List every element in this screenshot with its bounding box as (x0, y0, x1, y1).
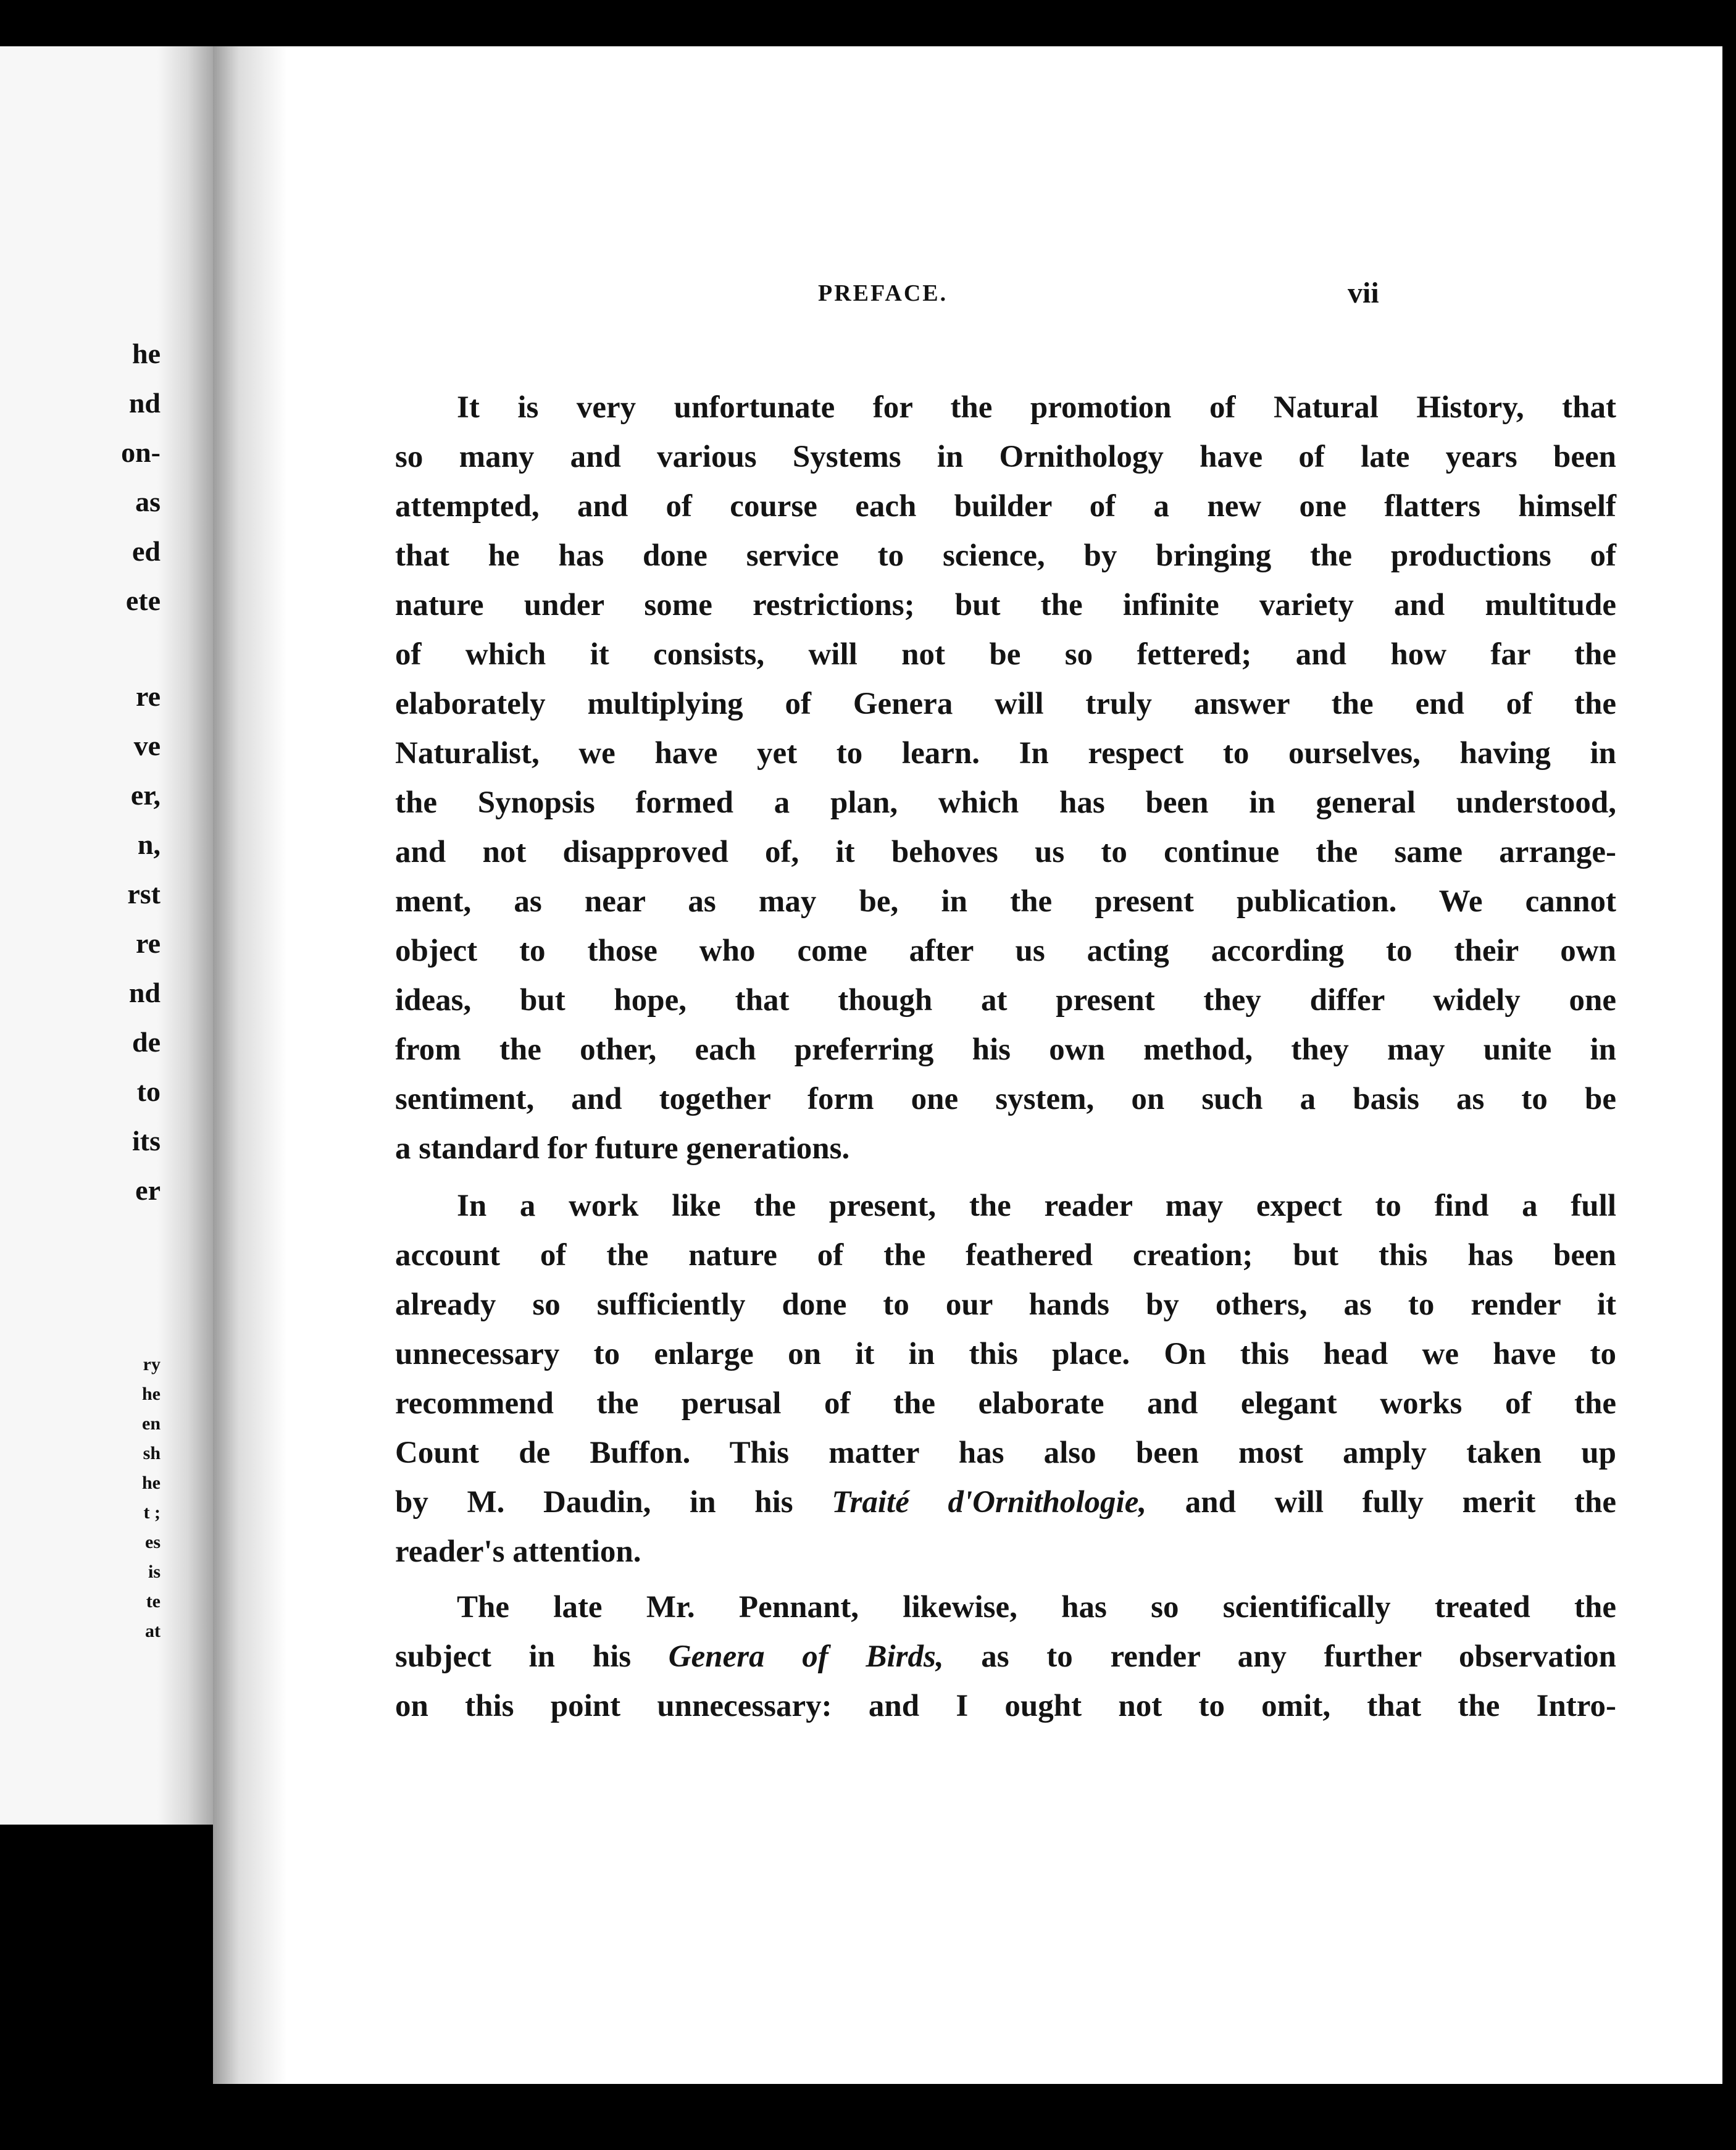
left-page-footnote-fragment: t ; (143, 1502, 161, 1523)
text-line: and not disapproved of, it behoves us to continue the same arrange- (395, 835, 1616, 869)
left-page-text-fragment: its (132, 1125, 161, 1157)
page-number: vii (1348, 277, 1379, 309)
italic-title: Traité d'Ornithologie, (832, 1485, 1147, 1520)
italic-title: Genera of Birds, (668, 1639, 944, 1674)
text-line: ment, as near as may be, in the present publication. We cannot (395, 884, 1616, 919)
left-page-text-fragment: rst (127, 878, 161, 910)
left-page-text-fragment: nd (128, 387, 161, 419)
text-line: from the other, each preferring his own method, they may unite in (395, 1032, 1616, 1067)
text-line: a standard for future generations. (395, 1131, 850, 1166)
left-page-footnote-fragment: at (145, 1621, 161, 1641)
left-page-text-fragment: ete (125, 585, 161, 616)
left-page-text-fragment: ve (133, 730, 161, 761)
text-line: sentiment, and together form one system, on such a basis as to be (395, 1082, 1616, 1116)
text-line: so many and various Systems in Ornithology have of late years been (395, 440, 1616, 474)
left-page-footnote-fragment: ry (143, 1354, 161, 1374)
text-line: already so sufficiently done to our hands by others, as to render it (395, 1287, 1616, 1322)
running-head: PREFACE. (818, 280, 948, 306)
text-line: attempted, and of course each builder of a new one flatters himself (395, 489, 1616, 524)
text-line: the Synopsis formed a plan, which has been in general understood, (395, 785, 1616, 820)
left-page-footnote-fragment: he (142, 1384, 161, 1404)
left-page-text-fragment: nd (128, 977, 161, 1008)
left-page-text-fragment: ed (132, 535, 161, 567)
left-page-footnote-fragment: sh (143, 1443, 161, 1463)
book-page (213, 46, 1722, 2084)
left-page-text-fragment: on- (121, 437, 161, 468)
text-line: of which it consists, will not be so fettered; and how far the (395, 637, 1616, 672)
text-line: Naturalist, we have yet to learn. In respect to ourselves, having in (395, 736, 1616, 771)
text-line: Count de Buffon. This matter has also been most amply taken up (395, 1436, 1616, 1470)
text-line: on this point unnecessary: and I ought not to omit, that the Intro- (395, 1689, 1616, 1723)
text-line: elaborately multiplying of Genera will truly answer the end of the (395, 687, 1616, 721)
text-line: nature under some restrictions; but the infinite variety and multitude (395, 588, 1616, 622)
text-line: The late Mr. Pennant, likewise, has so scientifically treated the (457, 1590, 1616, 1625)
left-page-text-fragment: to (136, 1076, 161, 1107)
left-page-footnote-fragment: en (142, 1413, 161, 1434)
text-line: by M. Daudin, in his Traité d'Ornithologie, and will fully merit the (395, 1485, 1617, 1520)
book-gutter-shadow (157, 46, 213, 1825)
left-page-text-fragment: he (132, 338, 161, 369)
text-line: In a work like the present, the reader may expect to find a full (457, 1189, 1616, 1223)
text-line: that he has done service to science, by bringing the productions of (395, 538, 1616, 573)
left-page-footnote-fragment: he (142, 1473, 161, 1493)
left-page-text-fragment: er, (130, 779, 161, 811)
text-line: recommend the perusal of the elaborate and elegant works of the (395, 1386, 1616, 1421)
left-page-fragment (0, 46, 213, 1825)
left-page-footnote-fragment: is (148, 1562, 161, 1582)
text-line: reader's attention. (395, 1534, 641, 1569)
left-page-text-fragment: er (135, 1174, 161, 1206)
left-page-text-fragment: de (132, 1026, 161, 1058)
text-line: It is very unfortunate for the promotion of Natural History, that (457, 390, 1616, 425)
left-page-text-fragment: re (135, 927, 161, 959)
left-page-text-fragment: re (135, 680, 161, 712)
page-edge-shadow (213, 46, 287, 2084)
left-page-text-fragment: as (135, 486, 161, 517)
text-line: subject in his Genera of Birds, as to render any further observation (395, 1639, 1617, 1674)
left-page-footnote-fragment: es (145, 1532, 161, 1552)
text-line: object to those who come after us acting according to their own (395, 934, 1616, 968)
text-line: account of the nature of the feathered creation; but this has been (395, 1238, 1616, 1273)
text-line: unnecessary to enlarge on it in this place. On this head we have to (395, 1337, 1616, 1371)
left-page-footnote-fragment: te (146, 1591, 161, 1612)
text-line: ideas, but hope, that though at present they differ widely one (395, 983, 1616, 1018)
left-page-text-fragment: n, (137, 829, 161, 860)
